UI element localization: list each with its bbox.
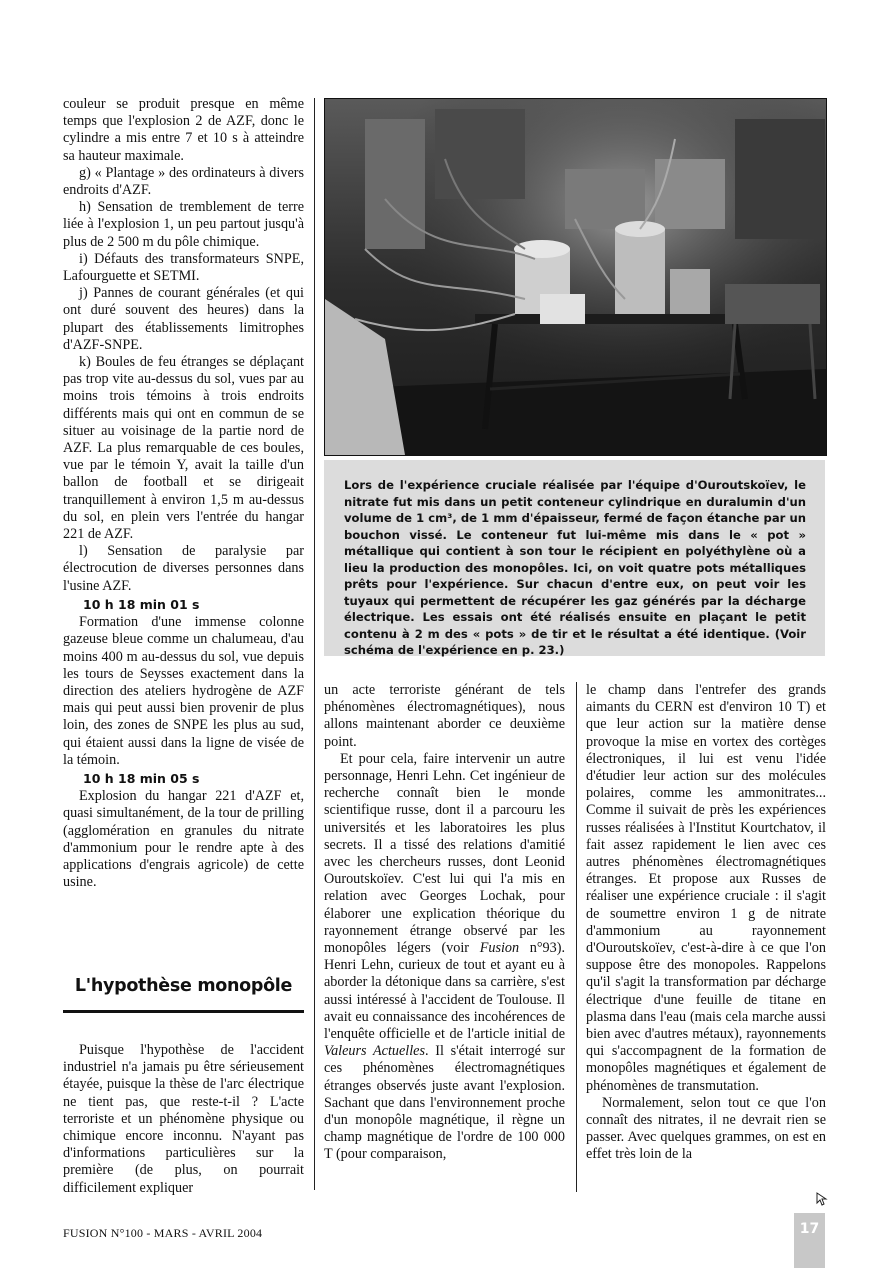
publication-name: Valeurs Actuelles xyxy=(324,1043,425,1060)
column-divider xyxy=(314,98,315,1190)
paragraph xyxy=(324,751,565,1164)
paragraph-item-i: i) Défauts des transformateurs SNPE, Lafourguette et SETMI. xyxy=(63,250,304,285)
pointer-cursor-icon xyxy=(816,1192,828,1206)
paragraph-item-k: k) Boules de feu étranges se déplaçant pas trop vite au-dessus du sol, vues par au moins trois témoins à trois endroits différents mais qui ont en commun de se situer au voisinage de la partie nord de AZF. La plus remarquable de ces boules, vue par le témoin Y, avait la taille d'un ballon de football et se dirigeait tranquillement à environ 1,5 m au-dessus du sol, en plein vers l'entrée du hangar 221 de AZF. xyxy=(63,354,304,543)
paragraph: Formation d'une immense colonne gazeuse bleue comme un chalumeau, d'au moins 400 m au-dessus du sol, vue depuis les tours de Seysses exactement dans la direction des ateliers hydrogène de AZF mais qui peut aussi bien provenir de plus loin, des zones de SNPE les plus au sud, qui étaient aussi dans la ligne de visée de la témoin. xyxy=(63,614,304,768)
photo-caption: Lors de l'expérience cruciale réalisée par l'équipe d'Ouroutskoïev, le nitrate fut mis dans un petit conteneur cylindrique en duralumin d'un volume de 1 cm³, de 1 mm d'épaisseur, fermé de façon étanche par un bouchon vissé. Le conteneur fut lui-même mis dans le « pot » métallique qui contient à son tour le récipient en polyéthylène où a lieu la production des monopôles. Ici, on voit quatre pots métalliques prêts pour l'expérience. Sur chacun d'entre eux, on peut voir les tuyaux qui permettent de récupérer les gaz générés par la décharge électrique. Les essais ont été réalisés ensuite en plaçant le petit contenu à 2 m des « pots » de tir et le résultat a été identique. (Voir schéma de l'expérience en p. 23.) xyxy=(344,478,806,657)
text-run: n°93). Henri Lehn, curieux de tout et ayant eu à aborder la détonique dans sa carrière, s'est aussi intéressé à l'accident de Toulouse. Il avait eu connaissance des incohérences de l'enquête officielle et de l'article initial de xyxy=(324,940,565,1043)
column-right xyxy=(586,682,826,1164)
text-run: . Il s'était interrogé sur ces phénomènes électromagnétiques étranges observés juste avant l'explosion. Sachant que dans l'environnement proche d'un monopôle magnétique, il règne un champ magnétique de l'ordre de 100 000 T (pour comparaison, xyxy=(324,1043,565,1163)
timestamp-heading: 10 h 18 min 01 s xyxy=(83,596,200,612)
paragraph-item-h: h) Sensation de tremblement de terre liée à l'explosion 1, un peu partout jusqu'à plus de 2 500 m du pôle chimique. xyxy=(63,199,304,250)
paragraph: Puisque l'hypothèse de l'accident industriel n'a jamais pu être sérieusement étayée, puisque la thèse de l'arc électrique ne tient pas, que reste-t-il ? L'acte terroriste et un phénomène physique ou chimique encore inconnu. N'ayant pas d'informations particulières sur la première (de plus, on pourrait difficilement expliquer xyxy=(63,1042,304,1196)
paragraph: un acte terroriste générant de tels phénomènes électromagnétiques), nous allons maintenant aborder ce deuxième point. xyxy=(324,682,565,750)
paragraph-item-j: j) Pannes de courant générales (et qui ont duré souvent des heures) dans la plupart des établissements limitrophes d'AZF-SNPE. xyxy=(63,285,304,353)
column-left xyxy=(63,96,304,891)
lab-equipment-image xyxy=(325,99,826,455)
paragraph: couleur se produit presque en même temps que l'explosion 2 de AZF, donc le cylindre a mis entre 7 et 10 s à atteindre sa hauteur maximale. xyxy=(63,96,304,164)
paragraph-item-l: l) Sensation de paralysie par électrocution de diverses personnes dans l'usine AZF. xyxy=(63,543,304,594)
page-number: 17 xyxy=(799,1221,820,1237)
text-run: Et pour cela, faire intervenir un autre personnage, Henri Lehn. Cet ingénieur de recherche connaît bien le monde scientifique russe, dont il a parcouru les universités et les laboratoires les plus secrets. Il a tissé des relations d'amitié avec les chercheurs russes, dont Leonid Ouroutskoïev. C'est lui qui l'a mis en relation avec Georges Lochak, pour élaborer une explication théorique du rayonnement étrange observé par les monopôles légers (voir xyxy=(324,750,565,957)
paragraph-item-g: g) « Plantage » des ordinateurs à divers endroits d'AZF. xyxy=(63,164,304,199)
experiment-photo xyxy=(324,98,827,456)
timestamp-heading: 10 h 18 min 05 s xyxy=(83,770,200,786)
heading-underline xyxy=(63,1010,304,1013)
paragraph: le champ dans l'entrefer des grands aimants du CERN est d'environ 10 T) et que leur action sur la matière dense provoque la mise en vortex des cortèges électroniques, il lui est venu l'idée d'étudier leur action sur des molécules polaires, comme les ammonitrates... Comme il suivait de près les expériences russes réalisées à l'Institut Kourtchatov, il fait assez rapidement le lien avec ces autres phénomènes électromagnétiques étranges. Et propose aux Russes de réaliser une expérience cruciale : il s'agit de soumettre environ 1 g de nitrate d'ammonium au rayonnement d'Ouroutskoïev, c'est-à-dire à ce que l'on suppose être des monopoles. Rappelons qu'il s'agit la transformation par décharge électrique d'une feuille de titane en plasma dans l'eau (mais cela marche aussi bien avec d'autres métaux), rayonnements qui s'accompagnent de la formation de monopôles magnétiques et également de phénomènes de transmutation. xyxy=(586,682,826,1094)
column-left-bottom xyxy=(63,1042,304,1197)
column-middle xyxy=(324,682,565,1164)
column-divider xyxy=(576,682,577,1192)
paragraph: Normalement, selon tout ce que l'on connaît des nitrates, il ne devrait rien se passer. Avec quelques grammes, on est en effet très loin de la xyxy=(586,1094,826,1163)
paragraph: Explosion du hangar 221 d'AZF et, quasi simultanément, de la tour de prilling (agglomération en granules du nitrate d'ammonium pour le rendre apte à des applications d'engrais agricole) de cette usine. xyxy=(63,788,304,891)
photo-caption-box xyxy=(324,460,825,656)
publication-name: Fusion xyxy=(479,940,520,957)
section-heading: L'hypothèse monopôle xyxy=(74,976,293,996)
page-number-tab xyxy=(794,1213,825,1268)
footer-publication-info: FUSION N°100 - MARS - AVRIL 2004 xyxy=(63,1226,263,1240)
